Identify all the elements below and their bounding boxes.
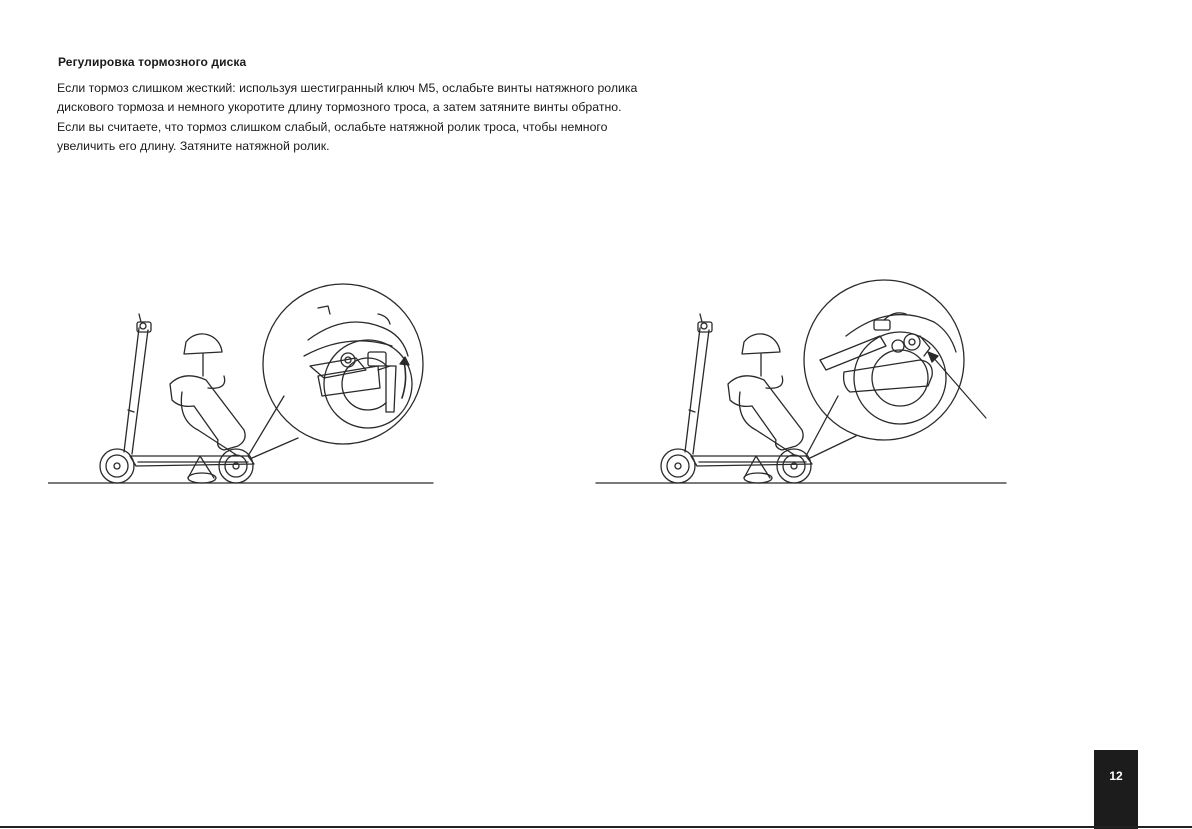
paragraph-line-4: увеличить его длину. Затяните натяжной ролик. [57, 139, 330, 153]
scooter-brake-roller-illustration [594, 276, 1009, 488]
scooter-brake-wrench-illustration [48, 280, 438, 490]
bottom-divider [0, 826, 1192, 828]
paragraph-line-3: Если вы считаете, что тормоз слишком слабый, ослабьте натяжной ролик троса, чтобы немного [57, 120, 608, 134]
page-number-badge: 12 [1094, 750, 1138, 829]
section-heading: Регулировка тормозного диска [58, 55, 247, 69]
paragraph-line-1: Если тормоз слишком жесткий: используя шестигранный ключ М5, ослабьте винты натяжного ролика [57, 81, 638, 95]
paragraph-line-2: дискового тормоза и немного укоротите длину тормозного троса, а затем затяните винты обратно. [57, 100, 622, 114]
